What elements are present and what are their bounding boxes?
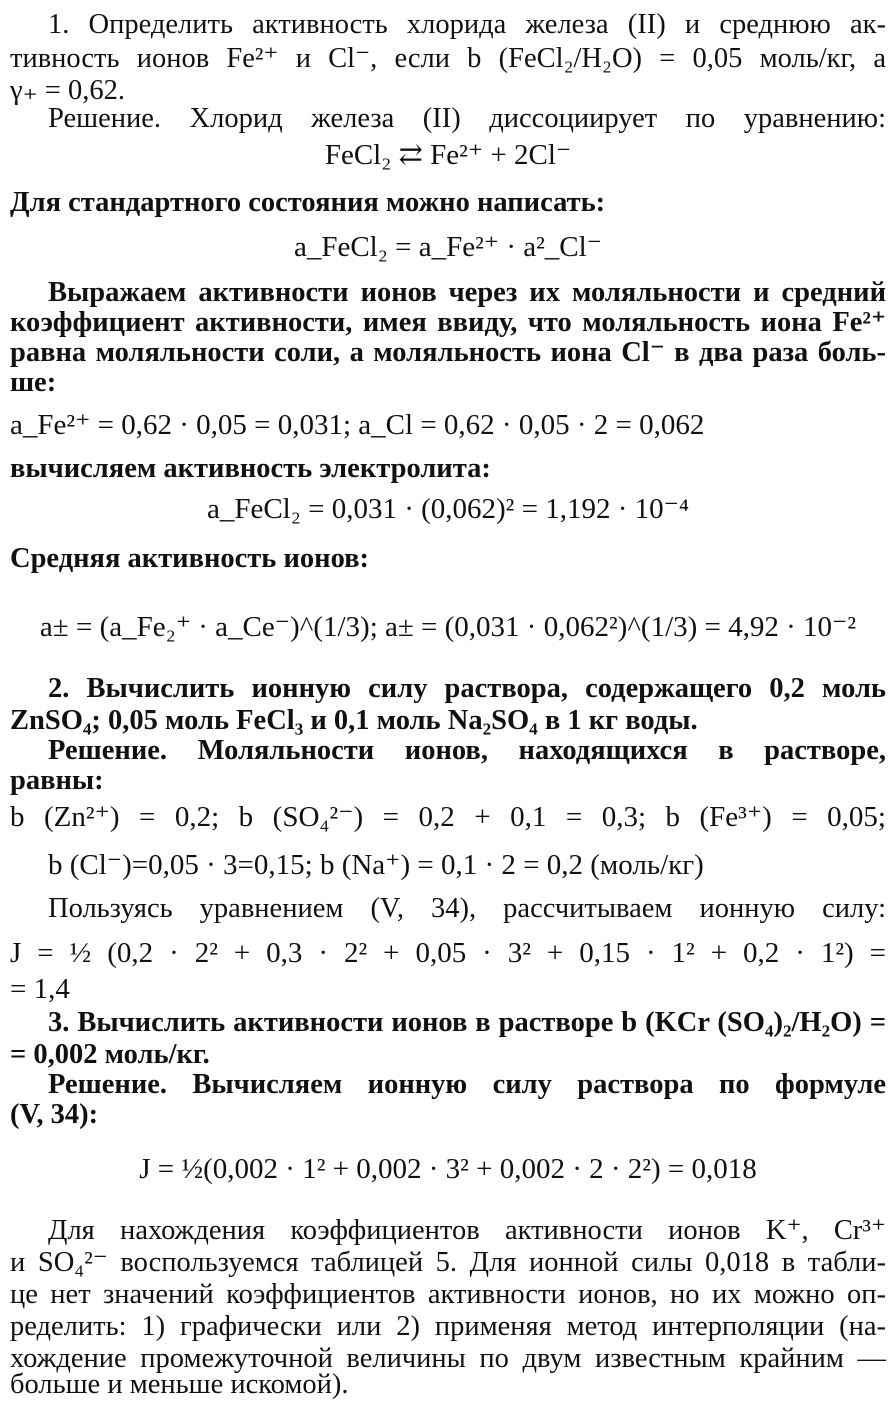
ion-activities-equation: a_Fe²⁺ = 0,62 · 0,05 = 0,031; a_Cl = 0,62 · 0,05 · 2 = 0,062 <box>10 409 705 441</box>
text-line: γ₊ = 0,62. <box>10 75 125 106</box>
text-line: Выражаем активности ионов через их моляльности и средний <box>48 277 886 308</box>
problem-2-statement: 2. Вычислить ионную силу раствора, содержащего 0,2 моль <box>48 673 886 704</box>
text-line: ше: <box>10 367 57 398</box>
molalities-equation: b (Zn²⁺) = 0,2; b (SO₄²⁻) = 0,2 + 0,1 = 0,3; b (Fe³⁺) = 0,05; <box>10 801 886 833</box>
solution-2-heading: Решение. Моляльности ионов, находящихся в растворе, <box>48 735 886 766</box>
text-line: равны: <box>10 765 104 796</box>
problem-3-statement: 3. Вычислить активности ионов в растворе b (KCr (SO₄)₂/H₂O) = <box>48 1007 886 1038</box>
mean-activity-equation: a± = (a_Fe₂⁺ · a_Ce⁻)^(1/3); a± = (0,031 · 0,062²)^(1/3) = 4,92 · 10⁻² <box>39 611 857 643</box>
text-line: Для стандартного состояния можно написать: <box>10 187 606 218</box>
molalities-equation: b (Cl⁻)=0,05 · 3=0,15; b (Na⁺) = 0,1 · 2 = 0,2 (моль/кг) <box>48 849 704 881</box>
text-line: ZnSO₄; 0,05 моль FeCl₃ и 0,1 моль Na₂SO₄ в 1 кг воды. <box>10 705 698 736</box>
text-line: (V, 34): <box>10 1099 99 1130</box>
text-line: тивность ионов Fe²⁺ и Cl⁻, если b (FeCl₂/H₂O) = 0,05 моль/кг, а <box>10 43 886 74</box>
text-line: ределить: 1) графически или 2) применяя метод интерполяции (на- <box>10 1311 886 1342</box>
text-line: Пользуясь уравнением (V, 34), рассчитываем ионную силу: <box>48 893 886 924</box>
text-line: вычисляем активность электролита: <box>10 453 491 484</box>
solution-3-heading: Решение. Вычисляем ионную силу раствора по формуле <box>48 1069 886 1100</box>
text-line: це нет значений коэффициентов активности ионов, но их можно оп- <box>10 1279 886 1310</box>
ionic-strength-result: = 1,4 <box>10 973 70 1005</box>
text-line: больше и меньше искомой). <box>10 1369 349 1400</box>
ionic-strength-equation: J = ½ (0,2 · 2² + 0,3 · 2² + 0,05 · 3² + 0,15 · 1² + 0,2 · 1²) = <box>10 937 886 969</box>
activity-equation: a_FeCl₂ = a_Fe²⁺ · a²_Cl⁻ <box>293 231 603 263</box>
problem-1-statement: 1. Определить активность хлорида железа (II) и среднюю ак- <box>48 9 886 40</box>
electrolyte-activity-equation: a_FeCl₂ = 0,031 · (0,062)² = 1,192 · 10⁻⁴ <box>206 493 690 525</box>
text-line: хождение промежуточной величины по двум известным крайним — <box>10 1343 886 1374</box>
text-line: и SO₄²⁻ воспользуемся таблицей 5. Для ионной силы 0,018 в табли- <box>10 1247 886 1278</box>
text-line: коэффициент активности, имея ввиду, что моляльность иона Fe²⁺ <box>10 307 886 338</box>
text-line: Для нахождения коэффициентов активности ионов K⁺, Cr³⁺ <box>48 1215 886 1246</box>
text-line: Средняя активность ионов: <box>10 543 370 574</box>
text-line: = 0,002 моль/кг. <box>10 1039 210 1070</box>
dissociation-equation: FeCl₂ ⇄ Fe²⁺ + 2Cl⁻ <box>324 139 572 171</box>
ionic-strength-equation-2: J = ½(0,002 · 1² + 0,002 · 3² + 0,002 · 2 · 2²) = 0,018 <box>139 1153 757 1185</box>
solution-1-heading: Решение. Хлорид железа (II) диссоциирует по уравнению: <box>48 103 886 134</box>
text-line: равна моляльности соли, а моляльность иона Cl⁻ в два раза боль- <box>10 337 886 368</box>
